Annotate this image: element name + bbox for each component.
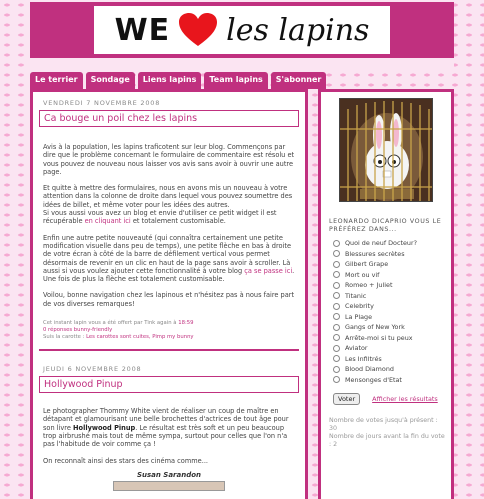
- poll-option[interactable]: [333, 238, 447, 249]
- votes-count: Nombre de votes jusqu'à présent : 30: [329, 417, 438, 432]
- poll-actions: [333, 393, 451, 405]
- post-paragraph: [43, 234, 295, 284]
- radio-button[interactable]: [333, 324, 340, 331]
- poll-option[interactable]: [333, 270, 447, 281]
- radio-button[interactable]: [333, 376, 340, 383]
- header-spacer: [30, 58, 454, 72]
- radio-button[interactable]: [333, 355, 340, 362]
- nav-tabs: [30, 72, 326, 89]
- radio-button[interactable]: [333, 240, 340, 247]
- vote-button[interactable]: Voter: [333, 393, 360, 405]
- post-date: JEUDI 6 NOVEMBRE 2008: [43, 365, 142, 374]
- poll-stats: [329, 417, 445, 449]
- post-paragraph: On reconnaît ainsi des stars des cinéma comme...: [43, 456, 209, 465]
- tab-liens-lapins[interactable]: Liens lapins: [138, 72, 202, 89]
- poll-option[interactable]: [333, 333, 447, 344]
- radio-button[interactable]: [333, 345, 340, 352]
- option-label: Celebrity: [345, 302, 374, 311]
- option-label: Romeo + Juliet: [345, 281, 393, 290]
- poll-options: [321, 238, 451, 385]
- post: [33, 99, 305, 351]
- post-paragraph: [43, 407, 295, 448]
- post-footer: [43, 334, 295, 341]
- post: [33, 365, 305, 491]
- radio-button[interactable]: [333, 303, 340, 310]
- option-label: Mort ou vif: [345, 270, 380, 279]
- post-time-link[interactable]: 18:59: [178, 320, 194, 327]
- text: Enfin une autre petite nouveauté (qui connaîtra certainement une petite modification visuelle dans peu de temps), une petite flèche en bas à droite de votre écran à côté de la barre de défilement vertical vous permet désormais de revenir en un clic en haut de la page sans avoir à scroller. Là aussi si vous voulez ajouter cette fonctionnalité à votre blog: [43, 233, 292, 275]
- radio-button[interactable]: [333, 250, 340, 257]
- radio-button[interactable]: [333, 313, 340, 320]
- labels-link[interactable]: Les carottes sont cuites, Pimp my bunny: [86, 334, 194, 341]
- tab-sabonner[interactable]: S'abonner: [271, 72, 327, 89]
- radio-button[interactable]: [333, 334, 340, 341]
- post-date: VENDREDI 7 NOVEMBRE 2008: [43, 99, 161, 107]
- post-footer: [43, 327, 295, 334]
- sidebar: [318, 89, 454, 499]
- post-title[interactable]: Hollywood Pinup: [39, 376, 299, 393]
- text: Cet instant lapin vous a été offert par Tink again à: [43, 320, 179, 327]
- widget-link[interactable]: en cliquant ici: [84, 217, 131, 226]
- arrow-link[interactable]: ça se passe ici: [244, 266, 293, 275]
- tab-team-lapins[interactable]: Team lapins: [204, 72, 267, 89]
- show-results-link[interactable]: Afficher les résultats: [372, 395, 438, 403]
- post-paragraph: Avis à la population, les lapins traficotent sur leur blog. Commençons par dire que le problème concernant le formulaire de commentaire est résolu et vous pouvez de nouveau nous laisser vos avis sans avoir à ouvrir une autre page.: [43, 143, 295, 176]
- blog-banner[interactable]: [94, 6, 390, 54]
- photo-caption: Susan Sarandon: [136, 470, 202, 479]
- text: Le photographer Thommy White vient de réaliser un coup de maître en détapant et glamourisant une belle brochettes d'actrices de tout âge pour son livre: [43, 407, 289, 432]
- text: . Le résultat est très soft et un peu beaucoup trop airbrushé mais tout de même sympa, surtout pour celles que l'on n'a pas l'habitude de voir comme ça !: [43, 423, 288, 449]
- option-label: Blessures secrètes: [345, 249, 405, 258]
- option-label: Mensonges d'Etat: [345, 375, 402, 384]
- days-remaining: Nombre de jours avant la fin du vote : 2: [329, 433, 445, 448]
- tab-sondage[interactable]: Sondage: [86, 72, 135, 89]
- post-photo: [113, 481, 225, 491]
- radio-button[interactable]: [333, 282, 340, 289]
- bunny-cage-image: [339, 98, 433, 202]
- tab-le-terrier[interactable]: Le terrier: [30, 72, 83, 89]
- main-column: [30, 89, 308, 499]
- text: et totalement customisable.: [130, 217, 226, 226]
- radio-button[interactable]: [333, 261, 340, 268]
- banner-we: WE: [114, 12, 171, 48]
- poll-option[interactable]: [333, 280, 447, 291]
- banner-lapins: les lapins: [226, 12, 370, 48]
- option-label: Gangs of New York: [345, 323, 405, 332]
- poll-option[interactable]: [333, 301, 447, 312]
- post-title[interactable]: Ca bouge un poil chez les lapins: [39, 110, 299, 127]
- poll-title: LEONARDO DICAPRIO VOUS LE PRÉFÉREZ DANS...: [329, 218, 442, 233]
- radio-button[interactable]: [333, 366, 340, 373]
- option-label: La Plage: [345, 312, 373, 321]
- blog-header: [30, 2, 454, 58]
- text: Suis la carotte :: [43, 334, 87, 341]
- poll-option[interactable]: [333, 322, 447, 333]
- heart-icon: [178, 12, 218, 48]
- bunny-cage-drawing: [340, 99, 433, 202]
- poll-option[interactable]: [333, 259, 447, 270]
- post-paragraph: Voilou, bonne navigation chez les lapinous et n'hésitez pas à nous faire part de vos diverses remarques!: [43, 291, 295, 308]
- book-title: Hollywood Pinup: [73, 423, 136, 432]
- option-label: Blood Diamond: [345, 365, 394, 374]
- post-paragraph: [43, 209, 295, 226]
- comments-link[interactable]: 0 réponses bunny-friendly: [43, 327, 113, 334]
- post-footer: [43, 320, 295, 327]
- poll-option[interactable]: [333, 343, 447, 354]
- text: . Une fois de plus la flèche est totalement customisable.: [43, 266, 295, 284]
- radio-button[interactable]: [333, 292, 340, 299]
- option-label: Les Infiltrés: [345, 354, 382, 363]
- poll-option[interactable]: [333, 375, 447, 386]
- option-label: Aviator: [345, 344, 368, 353]
- post-paragraph: Et quitte à mettre des formulaires, nous en avons mis un nouveau à votre attention dans la colonne de droite dans lequel vous pouvez soumettre des idées de billet, et même voter pour les idées des autres.: [43, 184, 293, 209]
- poll-option[interactable]: [333, 312, 447, 323]
- option-label: Quoi de neuf Docteur?: [345, 239, 417, 248]
- divider: [39, 349, 299, 351]
- poll-option[interactable]: [333, 354, 447, 365]
- option-label: Titanic: [345, 291, 367, 300]
- poll-option[interactable]: [333, 291, 447, 302]
- option-label: Arrête-moi si tu peux: [345, 333, 413, 342]
- radio-button[interactable]: [333, 271, 340, 278]
- poll-option[interactable]: [333, 364, 447, 375]
- poll-option[interactable]: [333, 249, 447, 260]
- text: Si vous aussi vous avez un blog et envie d'utiliser ce petit widget il est récupérable: [43, 209, 277, 226]
- option-label: Gilbert Grape: [345, 260, 389, 269]
